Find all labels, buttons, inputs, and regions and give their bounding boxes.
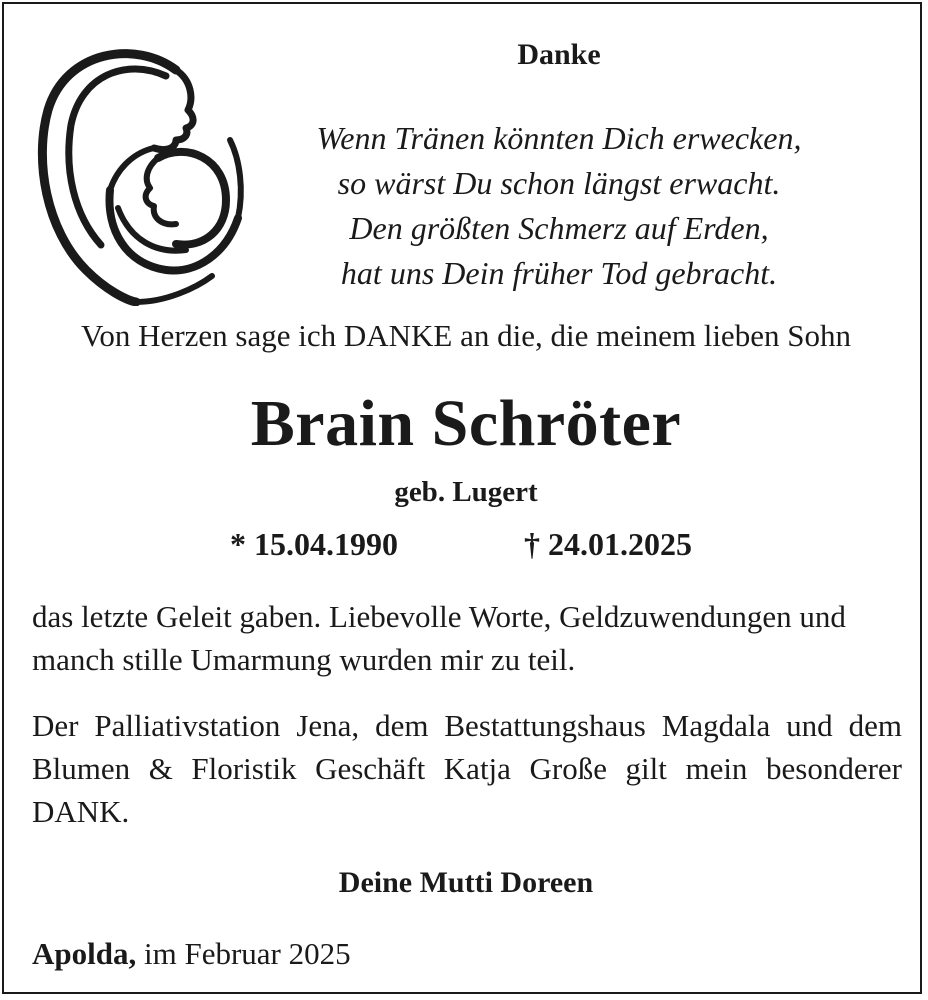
poem-line: Wenn Tränen könnten Dich erwecken, [316,120,802,156]
death-date: † 24.01.2025 [524,526,692,562]
poem-line: so wärst Du schon längst erwacht. [337,165,781,201]
intro-text: Von Herzen sage ich DANKE an die, die meinem lieben Sohn [81,318,851,353]
signature: Deine Mutti Doreen [338,866,594,899]
place-and-date [32,936,351,972]
thanks-paragraph: das letzte Geleit gaben. Liebevolle Worte, Geldzuwendungen und manch stille Umarmung wurden mir zu teil. [32,599,846,677]
obituary-notice [2,2,922,994]
birth-date: * 15.04.1990 [230,526,398,562]
deceased-name: Brain Schröter [250,387,682,460]
poem-line: Den größten Schmerz auf Erden, [349,210,769,246]
special-thanks-paragraph: Der Palliativstation Jena, dem Bestattungshaus Magdala und dem Blumen & Floristik Geschäft Katja Große gilt mein besonderer DANK. [32,708,902,829]
date: im Februar 2025 [143,936,351,971]
poem-line: hat uns Dein früher Tod gebracht. [340,255,778,291]
birth-name: geb. Lugert [394,476,538,508]
heading-title: Danke [517,38,601,71]
place: Apolda, [32,936,137,971]
poem [274,116,844,296]
mother-and-child-icon [26,40,250,306]
